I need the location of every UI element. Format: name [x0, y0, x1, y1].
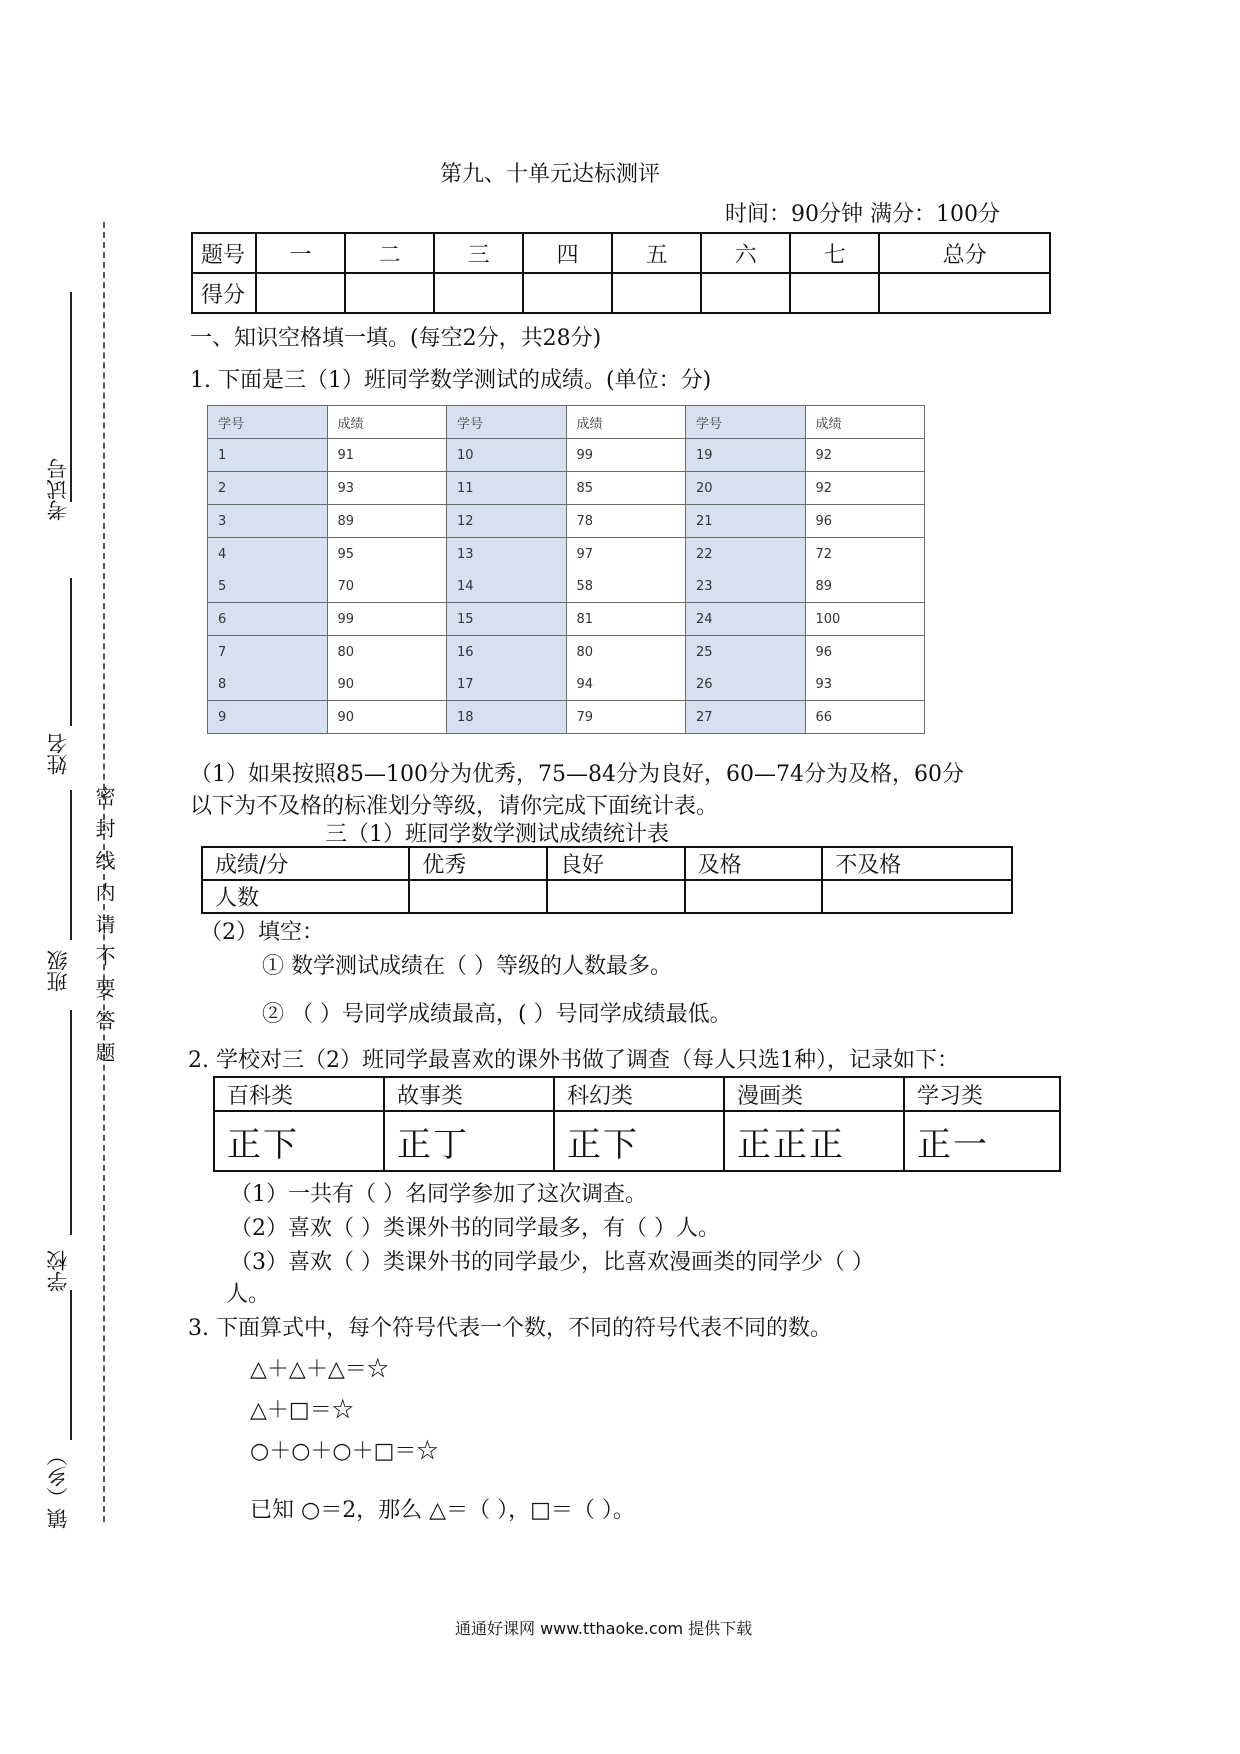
- student-score-cell: [805, 636, 925, 701]
- student-score: 81: [576, 611, 594, 627]
- book-category: 科幻类: [554, 1077, 724, 1111]
- question-2-3-line1: （3）喜欢（ ）类课外书的同学最少，比喜欢漫画类的同学少（ ）: [230, 1250, 874, 1275]
- student-score-cell: [805, 505, 925, 538]
- question-1: 1. 下面是三（1）班同学数学测试的成绩。(单位：分): [190, 368, 712, 393]
- class-label: 班级: [46, 950, 70, 992]
- score-row: [192, 273, 1050, 313]
- student-score-cell: [805, 701, 925, 734]
- grade-header: 成绩: [327, 406, 447, 439]
- grade-header: 学号: [208, 406, 328, 439]
- grade-header-row: [208, 406, 925, 439]
- stat-blank: [547, 880, 685, 913]
- student-id-cell: [208, 439, 328, 472]
- student-score-cell: [327, 505, 447, 538]
- student-score-cell: [327, 538, 447, 603]
- score-blank: [256, 273, 345, 313]
- question-1-2a: ① 数学测试成绩在（ ）等级的人数最多。: [262, 954, 672, 979]
- student-id: 15: [457, 611, 474, 627]
- question-2: 2. 学校对三（2）班同学最喜欢的课外书做了调查（每人只选1种），记录如下：: [188, 1048, 959, 1073]
- student-id-cell: [447, 472, 567, 505]
- equation-1: △＋△＋△＝☆: [250, 1357, 389, 1382]
- student-id: 10: [457, 447, 474, 463]
- student-score: 91: [337, 447, 355, 463]
- score-cell: 题号: [192, 233, 256, 273]
- stat-cell: 人数: [202, 880, 409, 913]
- grade-row: [208, 505, 925, 538]
- student-score: 99: [576, 447, 594, 463]
- grade-table: [207, 405, 925, 734]
- student-id-cell: [686, 439, 806, 472]
- student-score-cell: [566, 603, 686, 636]
- grade-row: [208, 701, 925, 734]
- question-1-1-line2: 以下为不及格的标准划分等级，请你完成下面统计表。: [190, 794, 719, 819]
- town-label: 镇（乡）: [46, 1445, 70, 1529]
- grade-header: 学号: [447, 406, 567, 439]
- student-score: 79: [576, 709, 594, 725]
- stat-cell: 优秀: [409, 847, 547, 880]
- stat-blank: [822, 880, 1012, 913]
- score-cell: 二: [345, 233, 434, 273]
- question-1-2b: ② （ ）号同学成绩最高，( ）号同学成绩最低。: [262, 1002, 732, 1027]
- student-score: 95: [337, 546, 355, 562]
- book-category: 故事类: [384, 1077, 554, 1111]
- score-blank: [523, 273, 612, 313]
- book-tally-row: [214, 1111, 1060, 1171]
- student-id-cell: [208, 636, 328, 701]
- tally-mark: 正一: [904, 1111, 1060, 1171]
- student-id: 3: [218, 513, 227, 529]
- student-score: 90: [337, 676, 355, 692]
- score-cell: 三: [434, 233, 523, 273]
- book-table: [213, 1076, 1061, 1172]
- student-score: 94: [576, 676, 594, 692]
- score-label: 得分: [192, 273, 256, 313]
- exam-no-label: 考试号: [46, 458, 70, 521]
- stat-row: [202, 880, 1012, 913]
- student-id: 8: [218, 676, 227, 692]
- student-score-cell: [327, 636, 447, 701]
- student-id-cell: [447, 701, 567, 734]
- student-score-cell: [327, 472, 447, 505]
- grade-header: 学号: [686, 406, 806, 439]
- student-id: 27: [696, 709, 713, 725]
- student-score: 89: [337, 513, 355, 529]
- student-id-cell: [686, 603, 806, 636]
- student-id-cell: [447, 538, 567, 603]
- student-score-cell: [327, 603, 447, 636]
- student-score-cell: [566, 538, 686, 603]
- student-id: 26: [696, 676, 713, 692]
- student-id-cell: [447, 439, 567, 472]
- score-blank: [434, 273, 523, 313]
- student-id: 17: [457, 676, 474, 692]
- tally-mark: 正丁: [384, 1111, 554, 1171]
- student-id: 6: [218, 611, 227, 627]
- book-category: 漫画类: [724, 1077, 904, 1111]
- grade-row: [208, 439, 925, 472]
- student-score: 92: [815, 480, 833, 496]
- stat-cell: 及格: [685, 847, 823, 880]
- question-3: 3. 下面算式中，每个符号代表一个数，不同的符号代表不同的数。: [188, 1316, 832, 1341]
- stat-blank: [409, 880, 547, 913]
- student-score-cell: [327, 701, 447, 734]
- student-id: 12: [457, 513, 474, 529]
- grade-row: [208, 636, 925, 701]
- book-category: 百科类: [214, 1077, 384, 1111]
- score-blank: [612, 273, 701, 313]
- student-score: 78: [576, 513, 594, 529]
- student-score-cell: [805, 472, 925, 505]
- score-cell: 总分: [879, 233, 1050, 273]
- student-score: 96: [815, 644, 833, 660]
- student-id-cell: [686, 472, 806, 505]
- equation-answer: 已知 ○＝2，那么 △＝（ ），□＝（ ）。: [250, 1498, 635, 1523]
- student-score-cell: [805, 439, 925, 472]
- student-score: 96: [815, 513, 833, 529]
- student-score-cell: [805, 603, 925, 636]
- town-line: [70, 1290, 72, 1440]
- stat-cell: 成绩/分: [202, 847, 409, 880]
- student-score: 66: [815, 709, 833, 725]
- score-header-row: [192, 233, 1050, 273]
- grade-row: [208, 603, 925, 636]
- student-score: 90: [337, 709, 355, 725]
- student-id-cell: [208, 701, 328, 734]
- question-1-1-line1: （1）如果按照85—100分为优秀，75—84分为良好，60—74分为及格，60分: [190, 762, 964, 787]
- grade-header: 成绩: [566, 406, 686, 439]
- tally-mark: 正下: [554, 1111, 724, 1171]
- score-cell: 五: [612, 233, 701, 273]
- student-id-cell: [686, 636, 806, 701]
- student-id-cell: [686, 538, 806, 603]
- student-id: 4: [218, 546, 227, 562]
- score-cell: 七: [790, 233, 879, 273]
- student-id: 18: [457, 709, 474, 725]
- student-score: 70: [337, 578, 355, 594]
- student-id: 7: [218, 644, 227, 660]
- student-id: 20: [696, 480, 713, 496]
- student-score: 97: [576, 546, 594, 562]
- stat-cell: 良好: [547, 847, 685, 880]
- student-score-cell: [566, 472, 686, 505]
- score-blank: [701, 273, 790, 313]
- seal-notice: 密封线内请不要答题: [92, 786, 116, 1074]
- student-score: 89: [815, 578, 833, 594]
- footer-credit: 通通好课网 www.tthaoke.com 提供下载: [455, 1619, 753, 1638]
- grade-header: 成绩: [805, 406, 925, 439]
- question-2-1: （1）一共有（ ）名同学参加了这次调查。: [230, 1182, 647, 1207]
- book-category: 学习类: [904, 1077, 1060, 1111]
- student-score: 92: [815, 447, 833, 463]
- student-id: 24: [696, 611, 713, 627]
- student-score-cell: [805, 538, 925, 603]
- stat-header-row: [202, 847, 1012, 880]
- student-id: 5: [218, 578, 227, 594]
- student-id: 2: [218, 480, 227, 496]
- student-score-cell: [566, 701, 686, 734]
- school-label: 学校: [46, 1250, 70, 1292]
- score-cell: 四: [523, 233, 612, 273]
- score-blank: [879, 273, 1050, 313]
- student-id: 1: [218, 447, 227, 463]
- student-score: 85: [576, 480, 594, 496]
- student-score-cell: [327, 439, 447, 472]
- student-id: 21: [696, 513, 713, 529]
- question-2-3-line2: 人。: [226, 1282, 271, 1307]
- name-line: [70, 578, 72, 726]
- student-score: 100: [815, 611, 841, 627]
- student-id: 11: [457, 480, 474, 496]
- equation-3: ○＋○＋○＋□＝☆: [250, 1439, 439, 1464]
- tally-mark: 正下: [214, 1111, 384, 1171]
- equation-2: △＋□＝☆: [250, 1398, 354, 1423]
- student-id: 13: [457, 546, 474, 562]
- score-cell: 一: [256, 233, 345, 273]
- student-id: 19: [696, 447, 713, 463]
- school-line: [70, 1010, 72, 1235]
- student-score: 93: [337, 480, 355, 496]
- student-score: 80: [337, 644, 355, 660]
- student-id-cell: [447, 636, 567, 701]
- time-info: 时间：90分钟 满分：100分: [725, 202, 1000, 227]
- student-score-cell: [566, 636, 686, 701]
- student-score: 93: [815, 676, 833, 692]
- question-2-2: （2）喜欢（ ）类课外书的同学最多，有（ ）人。: [230, 1216, 720, 1241]
- page-title: 第九、十单元达标测评: [440, 162, 661, 187]
- student-id-cell: [208, 538, 328, 603]
- student-score: 80: [576, 644, 594, 660]
- score-blank: [345, 273, 434, 313]
- grade-row: [208, 472, 925, 505]
- student-id: 22: [696, 546, 713, 562]
- student-id-cell: [686, 505, 806, 538]
- stat-table: [201, 846, 1013, 914]
- book-header-row: [214, 1077, 1060, 1111]
- student-id-cell: [686, 701, 806, 734]
- tally-mark: 正正正: [724, 1111, 904, 1171]
- grade-row: [208, 538, 925, 603]
- student-score: 99: [337, 611, 355, 627]
- student-id: 25: [696, 644, 713, 660]
- student-score-cell: [566, 505, 686, 538]
- student-id: 14: [457, 578, 474, 594]
- student-id-cell: [208, 472, 328, 505]
- score-cell: 六: [701, 233, 790, 273]
- stat-cell: 不及格: [822, 847, 1012, 880]
- stat-table-title: 三（1）班同学数学测试成绩统计表: [325, 822, 669, 847]
- student-score-cell: [566, 439, 686, 472]
- section-one-heading: 一、知识空格填一填。(每空2分，共28分): [190, 326, 602, 351]
- student-id-cell: [208, 603, 328, 636]
- stat-blank: [685, 880, 823, 913]
- score-table: [191, 232, 1051, 314]
- student-id: 9: [218, 709, 227, 725]
- student-id-cell: [208, 505, 328, 538]
- student-score: 58: [576, 578, 594, 594]
- class-line: [70, 790, 72, 940]
- student-id-cell: [447, 603, 567, 636]
- name-label: 姓名: [46, 733, 70, 775]
- student-id: 16: [457, 644, 474, 660]
- question-1-2: （2）填空：: [200, 920, 324, 945]
- score-blank: [790, 273, 879, 313]
- student-id-cell: [447, 505, 567, 538]
- student-id: 23: [696, 578, 713, 594]
- student-score: 72: [815, 546, 833, 562]
